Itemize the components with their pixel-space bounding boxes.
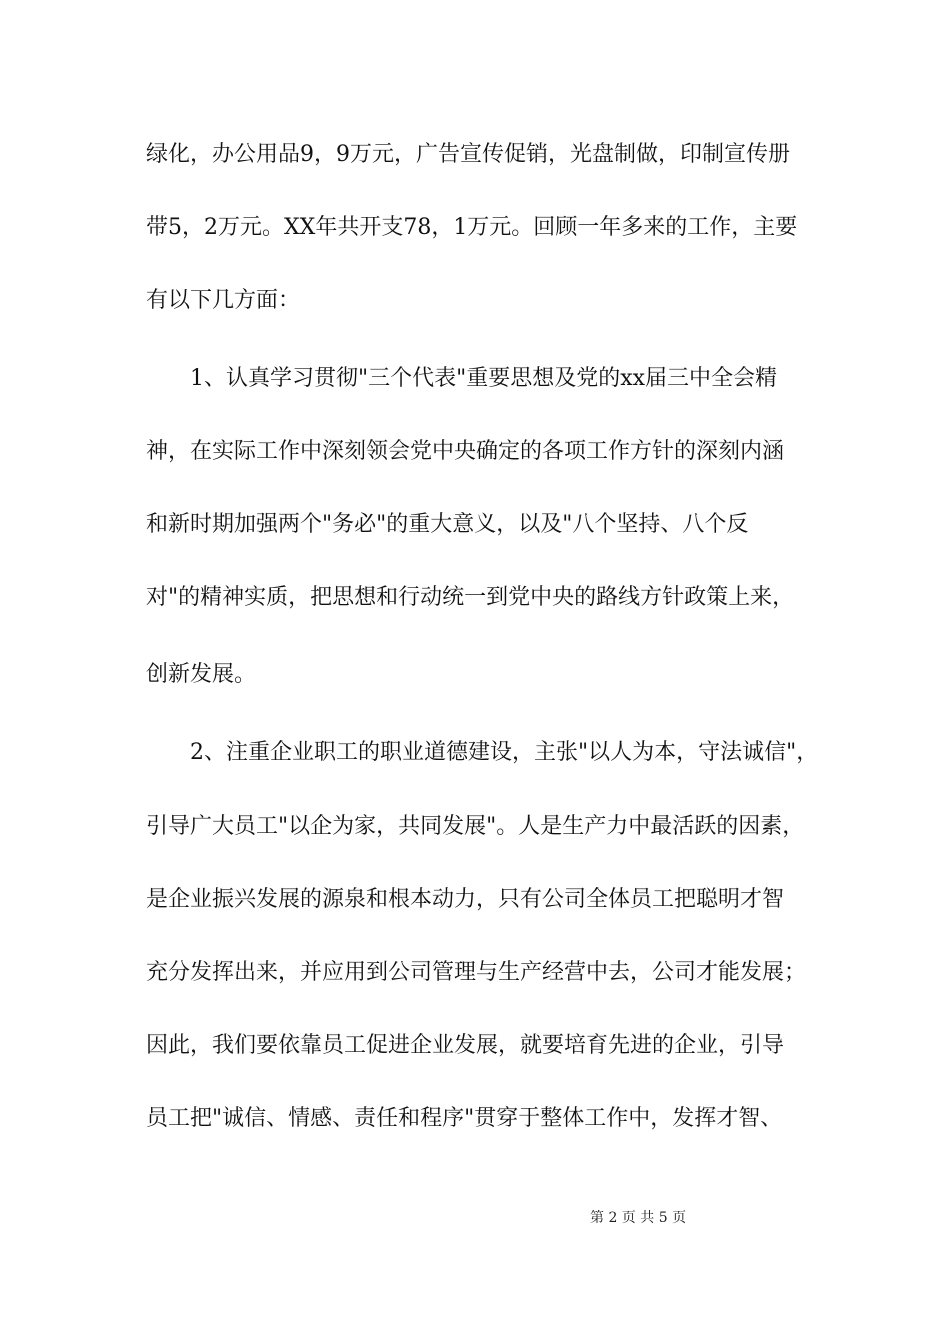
body-text-line: 对"的精神实质，把思想和行动统一到党中央的路线方针政策上来， (146, 585, 795, 610)
paragraph-1-start: 1、认真学习贯彻"三个代表"重要思想及党的xx届三中全会精 (190, 366, 778, 391)
body-text-line: 创新发展。 (146, 662, 257, 687)
page-number-footer: 第 2 页 共 5 页 (590, 1210, 687, 1226)
body-text-line: 因此，我们要依靠员工促进企业发展，就要培育先进的企业，引导 (146, 1033, 785, 1058)
body-text-line: 引导广大员工"以企为家，共同发展"。人是生产力中最活跃的因素， (146, 814, 805, 839)
body-text-line: 带5，2万元。XX年共开支78，1万元。回顾一年多来的工作，主要 (146, 215, 798, 240)
body-text-line: 神，在实际工作中深刻领会党中央确定的各项工作方针的深刻内涵 (146, 439, 785, 464)
paragraph-2-start: 2、注重企业职工的职业道德建设，主张"以人为本，守法诚信"， (190, 740, 819, 765)
body-text-line: 员工把"诚信、情感、责任和程序"贯穿于整体工作中，发挥才智、 (146, 1106, 783, 1131)
body-text-line: 和新时期加强两个"务必"的重大意义，以及"八个坚持、八个反 (146, 512, 749, 537)
body-text-line: 绿化，办公用品9，9万元，广告宣传促销，光盘制做，印制宣传册 (146, 142, 790, 167)
body-text-line: 充分发挥出来，并应用到公司管理与生产经营中去，公司才能发展； (146, 960, 807, 985)
body-text-line: 是企业振兴发展的源泉和根本动力，只有公司全体员工把聪明才智 (146, 887, 785, 912)
body-text-line: 有以下几方面： (146, 288, 301, 313)
